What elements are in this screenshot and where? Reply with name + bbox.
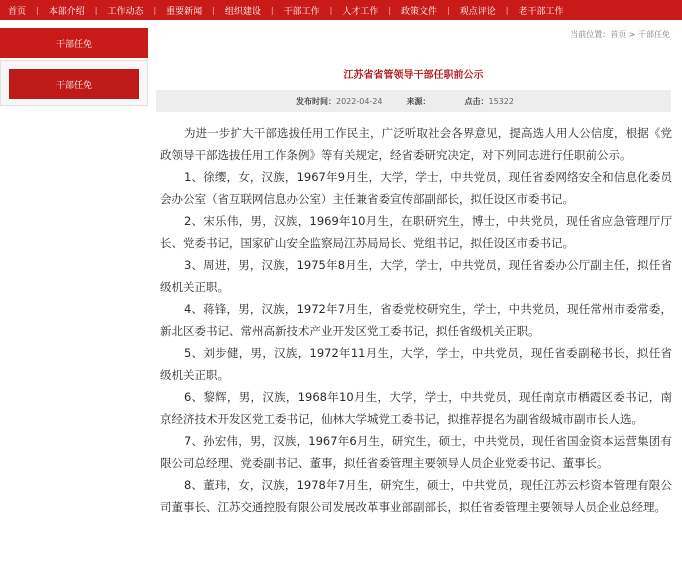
article-title: 江苏省省管领导干部任职前公示 <box>343 70 484 81</box>
article-paragraph: 5、刘步健，男，汉族，1972年11月生，大学，学士，中共党员，现任省委副秘书长，拟任省级机关正职。 <box>160 346 672 382</box>
sidebar-menu <box>0 60 148 106</box>
nav-separator: | <box>36 5 39 15</box>
article-body <box>160 122 672 518</box>
article-paragraph: 2、宋乐伟，男，汉族，1969年10月生，在职研究生，博士，中共党员，现任省应急管理厅厅长、党委书记，国家矿山安全监察局江苏局局长、党组书记，拟任设区市委书记。 <box>160 214 672 250</box>
sidebar <box>0 28 148 108</box>
nav-item-policy-docs[interactable]: 政策文件 <box>401 6 438 17</box>
nav-separator: | <box>388 5 392 15</box>
nav-item-important-news[interactable]: 重要新闻 <box>166 6 203 17</box>
source-label: 来源： <box>406 96 431 106</box>
top-navigation <box>0 0 682 20</box>
clicks-label: 点击： <box>464 96 489 106</box>
nav-item-home[interactable]: 首页 <box>8 6 27 17</box>
publish-time-label: 发布时间： <box>296 96 336 106</box>
article-paragraph: 7、孙宏伟，男，汉族，1967年6月生，研究生，硕士，中共党员，现任省国金资本运营集团有限公司总经理、党委副书记、董事，拟任省委管理主要领导人员企业党委书记、董事长。 <box>160 434 672 470</box>
nav-item-organization[interactable]: 组织建设 <box>224 6 261 17</box>
nav-item-retired-cadre[interactable]: 老干部工作 <box>518 6 564 17</box>
nav-separator: | <box>270 5 274 15</box>
nav-separator: | <box>329 5 333 15</box>
breadcrumb-current: 干部任免 <box>638 30 670 39</box>
nav-item-talent-work[interactable]: 人才工作 <box>342 6 379 17</box>
nav-separator: | <box>505 5 509 15</box>
article-paragraph: 4、蒋锋，男，汉族，1972年7月生，省委党校研究生，学士，中共党员，现任常州市委常委，新北区委书记、常州高新技术产业开发区党工委书记，拟任省级机关正职。 <box>160 302 672 338</box>
nav-item-cadre-work[interactable]: 干部工作 <box>283 6 320 17</box>
article-paragraph: 6、黎辉，男，汉族，1968年10月生，大学，学士，中共党员，现任南京市栖霞区委书记，南京经济技术开发区党工委书记，仙林大学城党工委书记，拟推荐提名为副省级城市副市长人选。 <box>160 390 672 426</box>
nav-separator: | <box>212 5 215 15</box>
publish-time-value: 2022-04-24 <box>336 96 383 106</box>
breadcrumb-separator: > <box>626 30 638 39</box>
breadcrumb-home-link[interactable]: 首页 <box>610 30 627 39</box>
nav-item-about[interactable]: 本部介绍 <box>48 6 85 17</box>
sidebar-item-cadre-appointment[interactable]: 干部任免 <box>9 69 139 99</box>
article-paragraph: 8、董玮，女，汉族，1978年7月生，研究生，硕士，中共党员，现任江苏云杉资本管理有限公司董事长、江苏交通控股有限公司发展改革事业部副部长，拟任省委管理主要领导人员企业总经理。 <box>160 478 672 514</box>
nav-separator: | <box>153 5 157 15</box>
sidebar-header: 干部任免 <box>0 28 148 58</box>
nav-separator: | <box>447 5 450 15</box>
breadcrumb-prefix: 当前位置： <box>570 30 611 39</box>
breadcrumb <box>570 29 670 40</box>
article-paragraph: 1、徐缨，女，汉族，1967年9月生，大学，学士，中共党员，现任省委网络安全和信息化委员会办公室（省互联网信息办公室）主任兼省委宣传部副部长，拟任设区市委书记。 <box>160 170 672 206</box>
clicks-value: 15322 <box>488 96 514 106</box>
article-meta-bar <box>156 90 671 112</box>
article-paragraph: 3、周进，男，汉族，1975年8月生，大学，学士，中共党员，现任省委办公厅副主任，拟任省级机关正职。 <box>160 258 672 294</box>
nav-item-work-news[interactable]: 工作动态 <box>107 6 144 17</box>
nav-item-commentary[interactable]: 观点评论 <box>459 6 496 17</box>
nav-separator: | <box>94 5 98 15</box>
article-paragraph: 为进一步扩大干部选拔任用工作民主，广泛听取社会各界意见，提高选人用人公信度，根据《党政领导干部选拔任用工作条例》等有关规定，经省委研究决定，对下列同志进行任职前公示。 <box>160 126 672 162</box>
